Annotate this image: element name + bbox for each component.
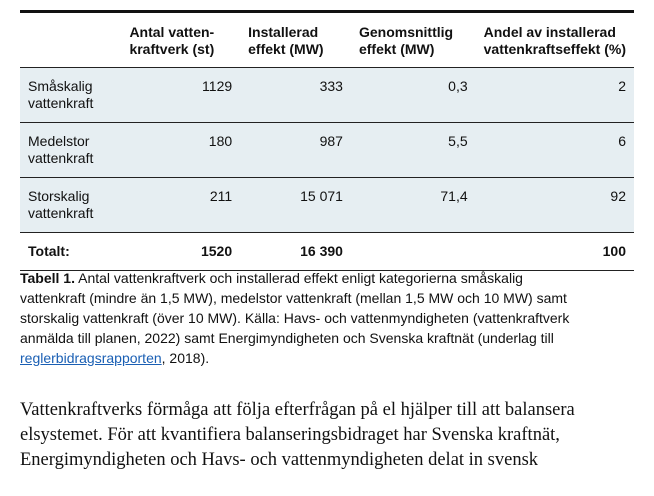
report-link[interactable]: reglerbidragsrapporten [20,350,162,366]
header-share [476,12,634,68]
header-installed-line1: Installerad [248,24,319,40]
cell-share: 6 [618,133,626,149]
cell-installed: 333 [319,78,343,94]
cell-share: 2 [618,78,626,94]
header-share-line2: vattenkraftseffekt (%) [483,41,626,57]
total-share: 100 [602,243,626,259]
row-category: Storskalig vattenkraft [28,188,94,221]
body-line-1: Vattenkraftverks förmåga att följa efterfrågan på el hjälper till att balansera [20,400,575,420]
cell-count: 1129 [202,78,233,94]
cell-share: 92 [610,188,626,204]
cell-average: 71,4 [440,188,468,204]
hydropower-table-container [20,10,634,271]
caption-line-3: storskalig vattenkraft (över 10 MW). Källa: Havs- och vattenmyndigheten (vattenkraftverk [20,310,570,326]
header-category [20,12,121,68]
header-average-line1: Genomsnittlig [358,24,454,40]
cell-installed: 15 071 [300,188,343,204]
cell-count: 180 [208,133,233,149]
table-header-row [20,12,634,68]
header-installed-line2: effekt (MW) [248,41,324,57]
cell-average: 5,5 [448,133,468,149]
cell-count: 211 [209,188,233,204]
header-count [121,12,240,68]
body-paragraph [20,398,640,473]
row-category: Småskalig vattenkraft [28,78,94,111]
total-installed: 16 390 [300,243,343,259]
header-share-line1: Andel av installerad [483,24,616,40]
total-row [20,233,634,271]
header-count-line1: Antal vatten- [129,24,215,40]
caption-label: Tabell 1. [20,270,75,286]
table-row [20,68,634,123]
table-caption [20,268,634,368]
header-average [351,12,476,68]
header-average-line2: effekt (MW) [358,41,435,57]
body-line-3: Energimyndigheten och Havs- och vattenmyndigheten delat in svensk [20,450,539,470]
header-installed [240,12,351,68]
table-row [20,178,634,233]
header-count-line2: kraftverk (st) [129,41,215,57]
caption-line-1: Tabell 1. Antal vattenkraftverk och installerad effekt enligt kategorierna småskalig [20,270,523,286]
total-label: Totalt: [28,243,70,259]
caption-line-2: vattenkraft (mindre än 1,5 MW), medelstor vattenkraft (mellan 1,5 MW och 10 MW) samt [20,290,567,306]
total-count: 1520 [200,243,233,259]
row-category: Medelstor vattenkraft [28,133,94,166]
caption-line-5: reglerbidragsrapporten, 2018). [20,350,210,366]
body-line-2: elsystemet. För att kvantifiera balanseringsbidraget har Svenska kraftnät, [20,425,560,445]
cell-average: 0,3 [448,78,468,94]
cell-installed: 987 [319,133,343,149]
table-row [20,123,634,178]
caption-line-4: anmälda till planen, 2022) samt Energimyndigheten och Svenska kraftnät (underlag till [20,330,554,346]
total-average [351,233,476,271]
hydropower-table [20,10,634,271]
